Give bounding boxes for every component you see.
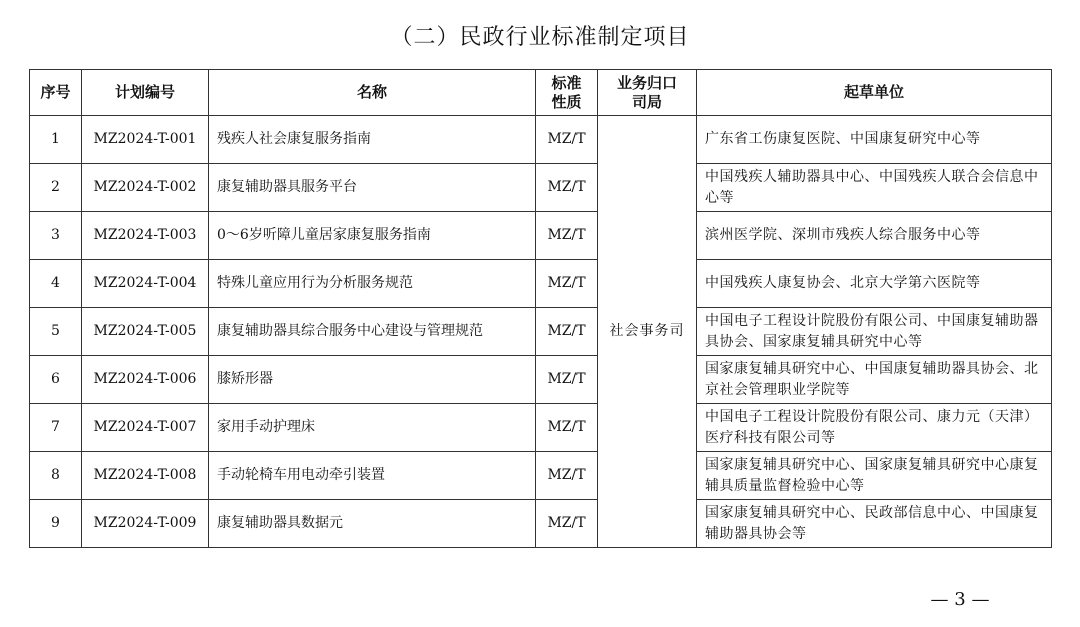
- row-seq: 1: [30, 116, 82, 164]
- page-number: — 3 —: [930, 589, 990, 610]
- row-nature: MZ/T: [536, 308, 598, 356]
- header-dept: 业务归口 司局: [598, 70, 697, 116]
- row-seq: 4: [30, 260, 82, 308]
- row-drafting-unit: 广东省工伤康复医院、中国康复研究中心等: [697, 116, 1052, 164]
- table-row: [30, 212, 1052, 260]
- row-nature: MZ/T: [536, 164, 598, 212]
- header-seq: 序号: [30, 70, 82, 116]
- row-seq: 2: [30, 164, 82, 212]
- table-row: [30, 404, 1052, 452]
- row-seq: 7: [30, 404, 82, 452]
- row-plan-no: MZ2024-T-001: [82, 116, 209, 164]
- header-nature: 标准 性质: [536, 70, 598, 116]
- row-plan-no: MZ2024-T-004: [82, 260, 209, 308]
- row-name: 手动轮椅车用电动牵引装置: [209, 452, 536, 500]
- row-plan-no: MZ2024-T-005: [82, 308, 209, 356]
- row-nature: MZ/T: [536, 212, 598, 260]
- row-drafting-unit: 国家康复辅具研究中心、中国康复辅助器具协会、北京社会管理职业学院等: [697, 356, 1052, 404]
- row-nature: MZ/T: [536, 452, 598, 500]
- row-name: 特殊儿童应用行为分析服务规范: [209, 260, 536, 308]
- header-plan-no: 计划编号: [82, 70, 209, 116]
- row-name: 家用手动护理床: [209, 404, 536, 452]
- row-seq: 9: [30, 500, 82, 548]
- row-name: 残疾人社会康复服务指南: [209, 116, 536, 164]
- row-plan-no: MZ2024-T-006: [82, 356, 209, 404]
- row-seq: 8: [30, 452, 82, 500]
- table-row: [30, 356, 1052, 404]
- header-unit: 起草单位: [697, 70, 1052, 116]
- row-nature: MZ/T: [536, 260, 598, 308]
- row-plan-no: MZ2024-T-007: [82, 404, 209, 452]
- row-drafting-unit: 国家康复辅具研究中心、国家康复辅具研究中心康复辅具质量监督检验中心等: [697, 452, 1052, 500]
- row-name: 康复辅助器具数据元: [209, 500, 536, 548]
- row-plan-no: MZ2024-T-003: [82, 212, 209, 260]
- table-row: [30, 308, 1052, 356]
- row-drafting-unit: 中国残疾人辅助器具中心、中国残疾人联合会信息中心等: [697, 164, 1052, 212]
- row-name: 膝矫形器: [209, 356, 536, 404]
- standards-table: [29, 69, 1052, 548]
- row-name: 康复辅助器具服务平台: [209, 164, 536, 212]
- row-nature: MZ/T: [536, 356, 598, 404]
- row-seq: 3: [30, 212, 82, 260]
- row-plan-no: MZ2024-T-008: [82, 452, 209, 500]
- row-seq: 6: [30, 356, 82, 404]
- row-name: 康复辅助器具综合服务中心建设与管理规范: [209, 308, 536, 356]
- table-row: [30, 116, 1052, 164]
- table-header-row: [30, 70, 1052, 116]
- department-cell: 社会事务司: [598, 116, 697, 548]
- row-plan-no: MZ2024-T-002: [82, 164, 209, 212]
- row-drafting-unit: 中国电子工程设计院股份有限公司、康力元（天津）医疗科技有限公司等: [697, 404, 1052, 452]
- table-row: [30, 260, 1052, 308]
- row-nature: MZ/T: [536, 500, 598, 548]
- table-row: [30, 164, 1052, 212]
- row-plan-no: MZ2024-T-009: [82, 500, 209, 548]
- row-nature: MZ/T: [536, 116, 598, 164]
- table-row: [30, 500, 1052, 548]
- row-drafting-unit: 中国残疾人康复协会、北京大学第六医院等: [697, 260, 1052, 308]
- header-name: 名称: [209, 70, 536, 116]
- row-nature: MZ/T: [536, 404, 598, 452]
- row-name: 0～6岁听障儿童居家康复服务指南: [209, 212, 536, 260]
- table-row: [30, 452, 1052, 500]
- row-drafting-unit: 国家康复辅具研究中心、民政部信息中心、中国康复辅助器具协会等: [697, 500, 1052, 548]
- row-seq: 5: [30, 308, 82, 356]
- row-drafting-unit: 滨州医学院、深圳市残疾人综合服务中心等: [697, 212, 1052, 260]
- row-drafting-unit: 中国电子工程设计院股份有限公司、中国康复辅助器具协会、国家康复辅具研究中心等: [697, 308, 1052, 356]
- page-title: （二）民政行业标准制定项目: [390, 25, 690, 50]
